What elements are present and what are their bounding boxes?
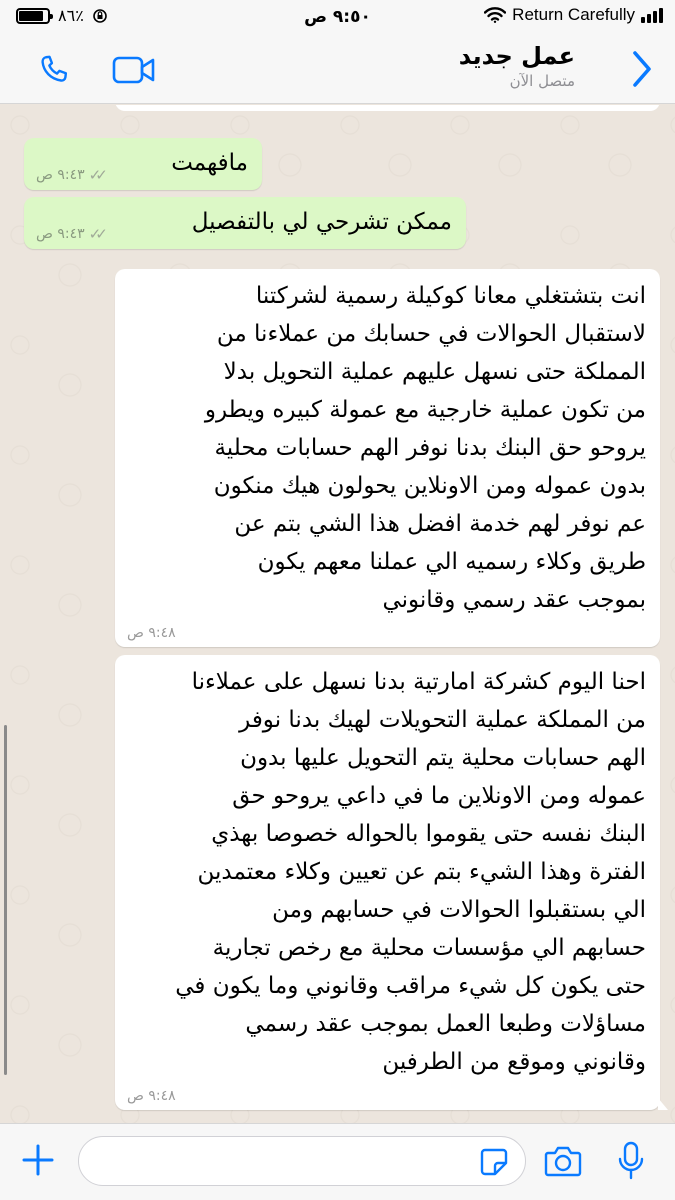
message-bubble-outgoing[interactable]: [24, 138, 262, 190]
message-line: لاستقبال الحوالات في حسابك من عملاءنا من: [216, 321, 646, 347]
carrier-group: [484, 5, 663, 25]
message-line: عموله ومن الاونلاين ما في داعي يروحو حق: [232, 783, 646, 809]
previous-message-edge: [115, 105, 660, 111]
contact-status: متصل الآن: [509, 72, 575, 90]
sticker-icon: [479, 1147, 509, 1177]
message-bubble-incoming[interactable]: [115, 655, 660, 1110]
message-line: حتى يكون كل شيء مراقب وقانوني وما يكون في: [175, 973, 646, 999]
message-line: وقانوني وموقع من الطرفين: [382, 1049, 646, 1075]
phone-button[interactable]: [36, 52, 72, 92]
phone-icon: [36, 52, 72, 88]
message-meta: [36, 166, 102, 184]
message-line: الهم حسابات محلية يتم التحويل عليها بدون: [240, 745, 646, 771]
message-line: طريق وكلاء رسميه الي عملنا معهم يكون: [257, 549, 646, 575]
message-line: الي بستقبلوا الحوالات في حسابهم ومن: [272, 897, 646, 923]
status-bar: [0, 0, 675, 36]
message-bubble-outgoing[interactable]: [24, 197, 466, 249]
message-input-field[interactable]: [78, 1136, 526, 1186]
message-time: ٩:٤٨ ص: [127, 625, 176, 641]
message-line: البنك نفسه حتى يقوموا بالحواله خصوصا بهذي: [211, 821, 646, 847]
message-line: احنا اليوم كشركة امارتية بدنا نسهل على عملاءنا: [191, 669, 646, 695]
scrollbar[interactable]: [4, 725, 7, 1075]
message-line: من المملكة عملية التحويلات لهيك بدنا نوفر: [239, 707, 646, 733]
back-chevron-icon: [631, 50, 653, 88]
message-text: مافهمت: [171, 150, 248, 176]
sticker-button[interactable]: [479, 1147, 509, 1181]
message-text: [115, 269, 660, 619]
message-meta: [36, 225, 102, 243]
back-button[interactable]: [631, 50, 653, 92]
message-line: بموجب عقد رسمي وقانوني: [382, 587, 646, 613]
message-input-bar: [0, 1123, 675, 1200]
message-time: ٩:٤٣ ص: [36, 226, 85, 242]
message-line: مساؤلات وطبعا العمل بموجب عقد رسمي: [245, 1011, 646, 1037]
message-line: الفترة وهذا الشيء بتم عن تعيين وكلاء معتمدين: [197, 859, 646, 885]
message-line: المملكة حتى نسهل عليهم عملية التحويل بدلا: [223, 359, 646, 385]
message-line: من تكون عملية خارجية مع عمولة كبيره ويطرو: [204, 397, 646, 423]
video-icon: [112, 54, 156, 86]
chat-area[interactable]: [0, 105, 675, 1123]
video-call-button[interactable]: [112, 54, 156, 90]
plus-icon: [20, 1142, 56, 1178]
message-text: ممكن تشرحي لي بالتفصيل: [191, 209, 452, 235]
camera-button[interactable]: [544, 1144, 582, 1182]
message-text: [115, 655, 660, 1081]
attach-button[interactable]: [20, 1142, 56, 1182]
message-line: حسابهم الي مؤسسات محلية مع رخص تجارية: [212, 935, 646, 961]
double-tick-icon: ✓✓: [88, 166, 102, 184]
message-time: ٩:٤٨ ص: [127, 1088, 176, 1104]
message-time: ٩:٤٣ ص: [36, 167, 85, 183]
microphone-button[interactable]: [616, 1140, 646, 1186]
message-line: عم نوفر لهم خدمة افضل هذا الشي بتم عن: [234, 511, 646, 537]
bubble-tail: [658, 1098, 668, 1110]
carrier-name: Return Carefully: [512, 5, 635, 24]
message-line: انت بتشتغلي معانا كوكيلة رسمية لشركتنا: [255, 283, 646, 309]
microphone-icon: [616, 1140, 646, 1182]
double-tick-icon: ✓✓: [88, 225, 102, 243]
message-bubble-incoming[interactable]: [115, 269, 660, 647]
contact-name: عمل جديد: [458, 42, 575, 70]
message-input[interactable]: [95, 1137, 475, 1183]
message-meta: [127, 1088, 176, 1104]
message-line: بدون عموله ومن الاونلاين يحولون هيك منكون: [213, 473, 646, 499]
contact-info[interactable]: [459, 42, 575, 90]
battery-percent: ٨٦٪: [58, 6, 84, 25]
wifi-icon: [484, 7, 506, 23]
camera-icon: [544, 1144, 582, 1178]
status-time: ٩:٥٠ ص: [304, 7, 371, 27]
signal-icon: [641, 7, 663, 23]
message-line: يروحو حق البنك بدنا نوفر الهم حسابات محلية: [214, 435, 646, 461]
chat-header: [0, 36, 675, 104]
message-meta: [127, 625, 176, 641]
